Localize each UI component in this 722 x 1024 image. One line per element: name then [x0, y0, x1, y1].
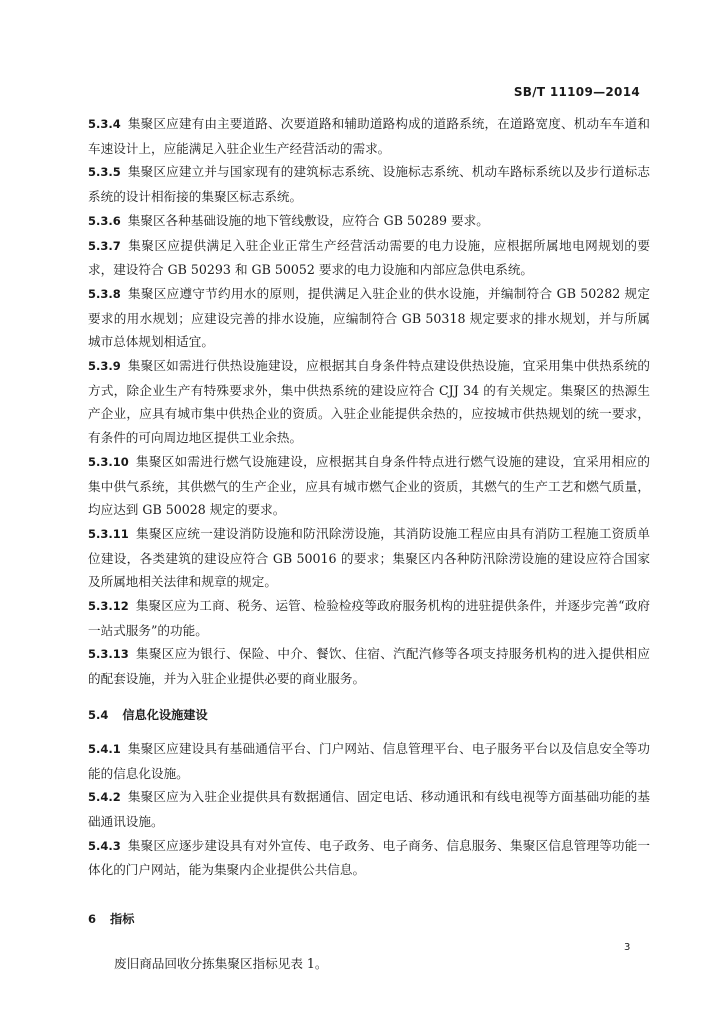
clause-number: 5.4.2 [88, 790, 121, 805]
clause-number: 5.3.6 [88, 213, 121, 228]
standard-id: SB/T 11109—2014 [513, 85, 640, 99]
clause-5-4-3 [88, 834, 650, 882]
clause-text: 集聚区应为入驻企业提供具有数据通信、固定电话、移动通讯和有线电视等方面基础功能的基础通讯设施。 [88, 789, 650, 829]
clause-number: 5.3.10 [88, 454, 129, 469]
clause-text: 集聚区应遵守节约用水的原则，提供满足入驻企业的供水设施，并编制符合 GB 50282 规定要求的用水规划；应建设完善的排水设施，应编制符合 GB 50318 规定要求的排水规划，并与所属城市总体规划相适宜。 [88, 285, 650, 350]
clause-number: 5.4.1 [88, 741, 121, 756]
clause-text: 集聚区应建设具有基础通信平台、门户网站、信息管理平台、电子服务平台以及信息安全等功能的信息化设施。 [88, 740, 650, 781]
clause-number: 5.3.5 [88, 165, 121, 180]
clause-number: 5.3.9 [88, 359, 121, 374]
clause-number: 5.4.3 [88, 838, 121, 853]
clause-5-3-4 [88, 112, 650, 160]
clause-5-3-10 [88, 450, 650, 522]
clause-number: 5.3.13 [88, 647, 129, 662]
section-number: 6 [88, 912, 97, 927]
clause-number: 5.3.11 [88, 526, 129, 541]
section-title: 信息化设施建设 [122, 707, 208, 722]
section-heading-5-4 [88, 703, 650, 727]
clause-text: 集聚区如需进行供热设施建设，应根据其自身条件特点建设供热设施，宜采用集中供热系统的方式，除企业生产有特殊要求外，集中供热系统的建设应符合 CJJ 34 的有关规定。集聚区的热源生产企业，应具有城市集中供热企业的资质。入驻企业能提供余热的，应按城市供热规划的统一要求，有条件的可向周边地区提供工业余热。 [88, 358, 650, 446]
clause-5-3-6 [88, 209, 650, 234]
clause-number: 5.3.12 [88, 599, 129, 614]
clause-5-3-13 [88, 642, 650, 690]
clause-5-3-12 [88, 594, 650, 642]
clauses-54 [88, 737, 650, 882]
section-6-body: 废旧商品回收分拣集聚区指标见表 1。 [114, 956, 328, 972]
clause-text: 集聚区应为银行、保险、中介、餐饮、住宿、汽配汽修等各项支持服务机构的进入提供相应的配套设施，并为入驻企业提供必要的商业服务。 [88, 646, 650, 687]
clause-5-3-11 [88, 522, 650, 594]
clause-5-3-7 [88, 234, 650, 282]
page-number: 3 [624, 942, 631, 953]
clause-5-4-1 [88, 737, 650, 785]
clause-5-4-2 [88, 785, 650, 833]
clause-number: 5.3.7 [88, 238, 121, 253]
clause-number: 5.3.4 [88, 117, 121, 131]
clause-text: 集聚区应建立并与国家现有的建筑标志系统、设施标志系统、机动车路标系统以及步行道标志系统的设计相衔接的集聚区标志系统。 [88, 164, 650, 205]
clause-number: 5.3.8 [88, 286, 121, 301]
clauses-53 [88, 112, 650, 691]
clause-5-3-9 [88, 354, 650, 450]
clause-text: 集聚区各种基础设施的地下管线敷设，应符合 GB 50289 要求。 [127, 212, 489, 228]
clause-text: 集聚区如需进行燃气设施建设，应根据其自身条件特点进行燃气设施的建设，宜采用相应的集中供气系统，其供燃气的生产企业，应具有城市燃气企业的资质，其燃气的生产工艺和燃气质量，均应达到 GB 50028 规定的要求。 [88, 453, 650, 518]
section-number: 5.4 [88, 707, 109, 722]
clause-text: 集聚区应为工商、税务、运管、检验检疫等政府服务机构的进驻提供条件，并逐步完善“政府一站式服务”的功能。 [88, 598, 650, 638]
clause-5-3-8 [88, 282, 650, 354]
clause-text: 集聚区应建有由主要道路、次要道路和辅助道路构成的道路系统，在道路宽度、机动车车道和车速设计上，应能满足入驻企业生产经营活动的需求。 [88, 116, 650, 156]
clause-text: 集聚区应逐步建设具有对外宣传、电子政务、电子商务、信息服务、集聚区信息管理等功能一体化的门户网站，能为集聚内企业提供公共信息。 [88, 837, 650, 878]
section-title: 指标 [110, 912, 135, 927]
clause-5-3-5 [88, 160, 650, 208]
content [88, 112, 650, 976]
section-heading-6 [88, 907, 650, 931]
clause-text: 集聚区应统一建设消防设施和防汛除涝设施，其消防设施工程应由具有消防工程施工资质单位建设，各类建筑的建设应符合 GB 50016 的要求；集聚区内各种防汛除涝设施的建设应符合国家及所属地相关法律和规章的规定。 [88, 525, 650, 590]
clause-text: 集聚区应提供满足入驻企业正常生产经营活动需要的电力设施，应根据所属地电网规划的要求，建设符合 GB 50293 和 GB 50052 要求的电力设施和内部应急供电系统。 [88, 237, 650, 278]
